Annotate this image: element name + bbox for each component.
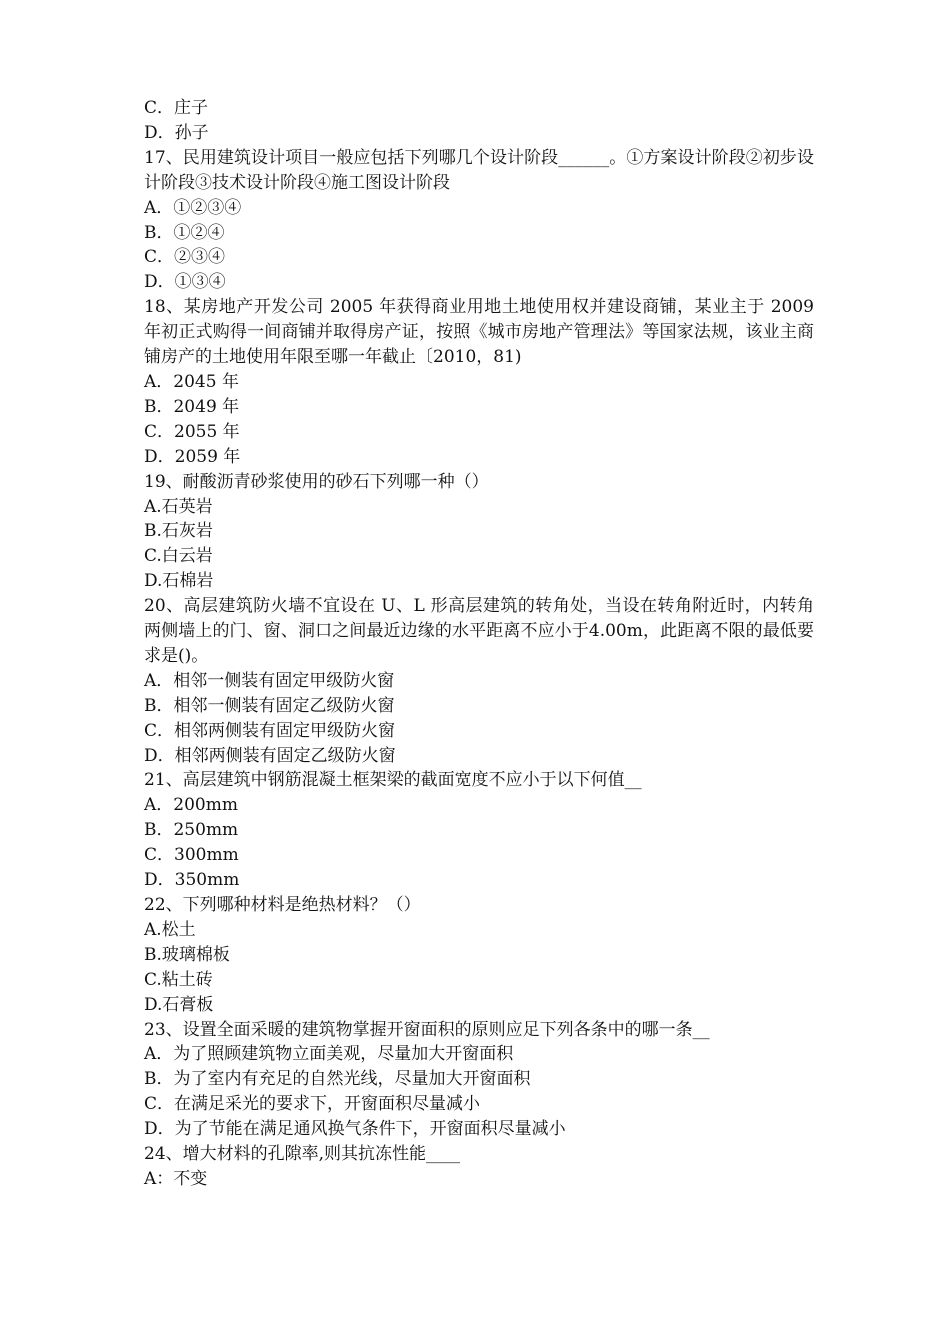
question-18: 18、某房地产开发公司 2005 年获得商业用地土地使用权并建设商铺，某业主于 2009 年初正式购得一间商铺并取得房产证，按照《城市房地产管理法》等国家法规，该业主商铺房产的土地使用年限至哪一年截止〔2010，81): [144, 297, 814, 368]
option-b-q17: B．①②④: [144, 222, 225, 243]
option-a-q24: A：不变: [144, 1168, 208, 1189]
option-c-q18: C．2055 年: [144, 421, 240, 442]
question-23: 23、设置全面采暖的建筑物掌握开窗面积的原则应足下列各条中的哪一条__: [144, 1019, 710, 1040]
option-a-q17: A．①②③④: [144, 197, 242, 218]
option-d-q22: D.石膏板: [144, 994, 214, 1015]
option-c-q20: C．相邻两侧装有固定甲级防火窗: [144, 720, 396, 741]
option-a-q20: A．相邻一侧装有固定甲级防火窗: [144, 670, 395, 691]
question-17: 17、民用建筑设计项目一般应包括下列哪几个设计阶段______。①方案设计阶段②初步设计阶段③技术设计阶段④施工图设计阶段: [144, 147, 814, 193]
option-d-q21: D．350mm: [144, 870, 240, 891]
option-c-q17: C．②③④: [144, 247, 226, 268]
option-b-q18: B．2049 年: [144, 396, 240, 417]
option-d-q18: D．2059 年: [144, 446, 241, 467]
option-c-q22: C.粘土砖: [144, 969, 213, 990]
option-d-q17: D．①③④: [144, 272, 226, 293]
option-b-q19: B.石灰岩: [144, 521, 213, 542]
question-20: 20、高层建筑防火墙不宜设在 U、L 形高层建筑的转角处，当设在转角附近时，内转角两侧墙上的门、窗、洞口之间最近边缘的水平距离不应小于4.00m，此距离不限的最低要求是()。: [144, 596, 814, 666]
option-d-q20: D．相邻两侧装有固定乙级防火窗: [144, 745, 396, 766]
option-c-q16: C．庄子: [144, 98, 209, 118]
option-b-q21: B．250mm: [144, 820, 239, 841]
question-21: 21、高层建筑中钢筋混凝土框架梁的截面宽度不应小于以下何值__: [144, 770, 642, 791]
option-a-q19: A.石英岩: [144, 496, 213, 517]
option-c-q21: C．300mm: [144, 845, 239, 866]
option-d-q19: D.石棉岩: [144, 571, 214, 592]
option-c-q23: C．在满足采光的要求下，开窗面积尽量减小: [144, 1094, 481, 1115]
option-a-q22: A.松土: [144, 919, 196, 940]
option-c-q19: C.白云岩: [144, 546, 213, 567]
option-b-q23: B．为了室内有充足的自然光线，尽量加大开窗面积: [144, 1069, 531, 1090]
question-24: 24、增大材料的孔隙率,则其抗冻性能____: [144, 1144, 461, 1165]
option-b-q22: B.玻璃棉板: [144, 944, 230, 965]
question-19: 19、耐酸沥青砂浆使用的砂石下列哪一种（）: [144, 471, 489, 492]
option-b-q20: B．相邻一侧装有固定乙级防火窗: [144, 695, 395, 716]
option-a-q21: A．200mm: [144, 795, 238, 816]
option-d-q23: D．为了节能在满足通风换气条件下，开窗面积尽量减小: [144, 1119, 566, 1140]
option-a-q23: A．为了照顾建筑物立面美观，尽量加大开窗面积: [144, 1044, 514, 1065]
option-a-q18: A．2045 年: [144, 371, 239, 392]
option-d-q16: D．孙子: [144, 122, 209, 143]
question-22: 22、下列哪种材料是绝热材料？（）: [144, 895, 421, 915]
document-page: [144, 96, 814, 1192]
